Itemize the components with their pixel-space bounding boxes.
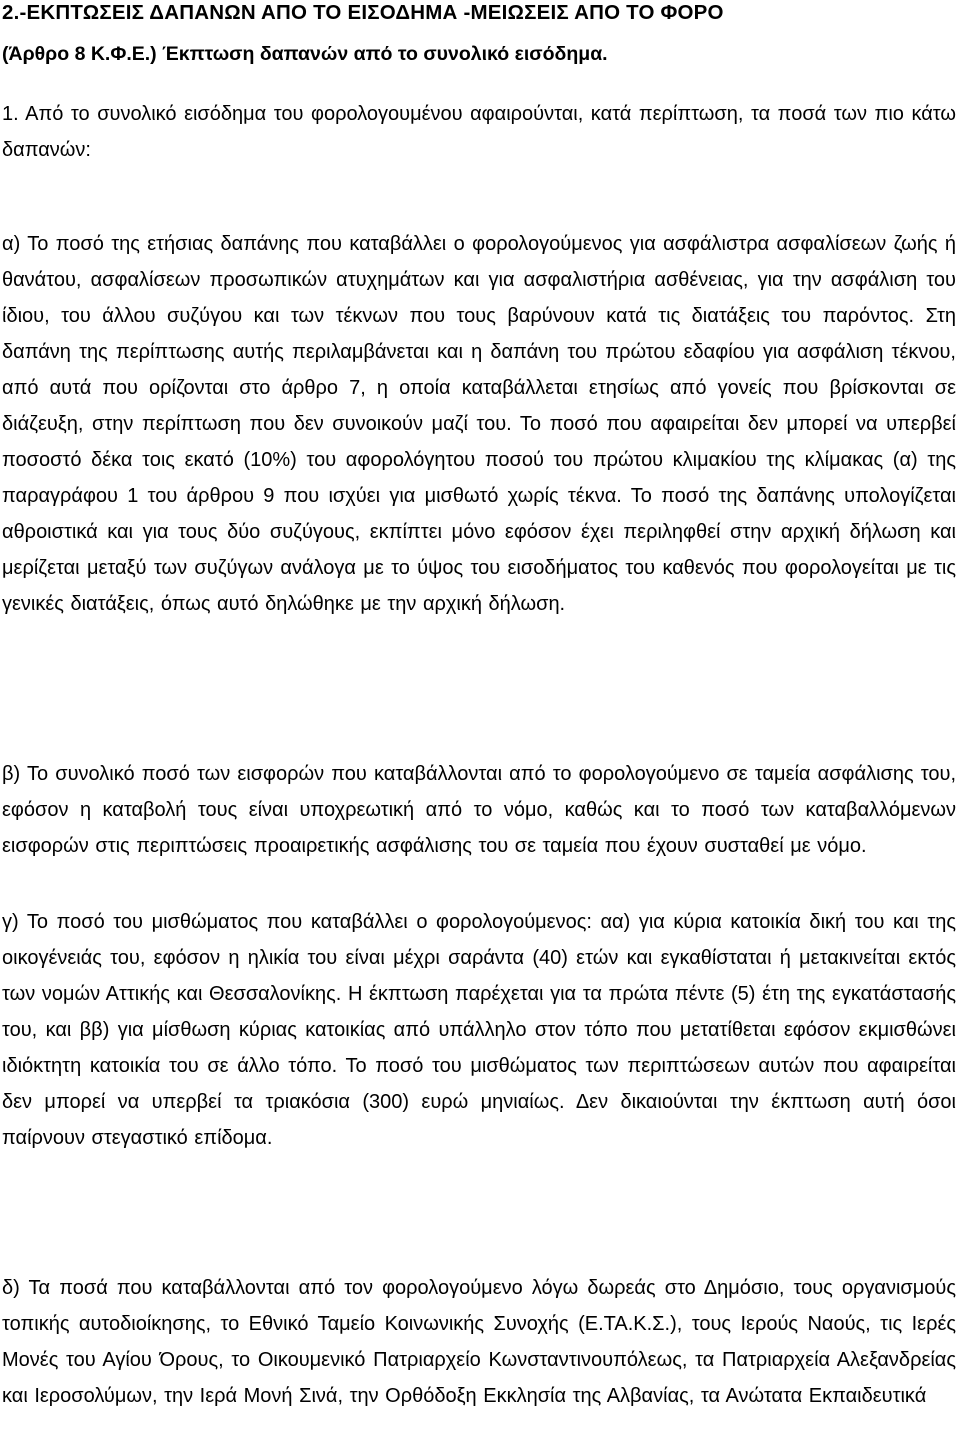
paragraph-gamma: γ) Το ποσό του μισθώματος που καταβάλλει ο φορολογούμενος: αα) για κύρια κατοικία δική του και της οικογένειάς του, εφόσον η ηλικία του είναι μέχρι σαράντα (40) ετών και εγκαθίσταται ή μετακινείται εκτός των νομών Αττικής και Θεσσαλονίκης. Η έκπτωση παρέχεται για τα πρώτα πέντε (5) έτη της εγκατάστασής του, και ββ) για μίσθωση κύριας κατοικίας από υπάλληλο στον τόπο που μετατίθεται εφόσον εκμισθώνει ιδιόκτητη κατοικία του σε άλλο τόπο. Το ποσό του μισθώματος των περιπτώσεων αυτών που αφαιρείται δεν μπορεί να υπερβεί τα τριακόσια (300) ευρώ μηνιαίως. Δεν δικαιούνται την έκπτωση αυτή όσοι παίρνουν στεγαστικό επίδομα.	[2, 911, 956, 1149]
paragraph-intro: 1. Από το συνολικό εισόδημα του φορολογουμένου αφαιρούνται, κατά περίπτωση, τα ποσά των πιο κάτω δαπανών:	[2, 103, 956, 161]
paragraph-delta: δ) Τα ποσά που καταβάλλονται από τον φορολογούμενο λόγω δωρεάς στο Δημόσιο, τους οργανισμούς τοπικής αυτοδιοίκησης, το Εθνικό Ταμείο Κοινωνικής Συνοχής (Ε.ΤΑ.Κ.Σ.), τους Ιερούς Ναούς, τις Ιερές Μονές του Αγίου Όρους, το Οικουμενικό Πατριαρχείο Κωνσταντινουπόλεως, τα Πατριαρχεία Αλεξανδρείας και Ιεροσολύμων, την Ιερά Μονή Σινά, την Ορθόδοξη Εκκλησία της Αλβανίας, τα Ανώτατα Εκπαιδευτικά	[2, 1277, 956, 1407]
article-subheading: (Άρθρο 8 Κ.Φ.Ε.) Έκπτωση δαπανών από το συνολικό εισόδημα.	[2, 43, 608, 65]
paragraph-alpha: α) Το ποσό της ετήσιας δαπάνης που καταβάλλει ο φορολογούμενος για ασφάλιστρα ασφαλίσεων ζωής ή θανάτου, ασφαλίσεων προσωπικών ατυχημάτων και για ασφαλιστήρια ασθένειας, για την ασφάλιση του ίδιου, του άλλου συζύγου και των τέκνων που τους βαρύνουν κατά τις διατάξεις του παρόντος. Στη δαπάνη της περίπτωσης αυτής περιλαμβάνεται και η δαπάνη του πρώτου εδαφίου για ασφάλιση τέκνου, από αυτά που ορίζονται στο άρθρο 7, η οποία καταβάλλεται ετησίως από γονείς που βρίσκονται σε διάζευξη, στην περίπτωση που δεν συνοικούν μαζί του. Το ποσό που αφαιρείται δεν μπορεί να υπερβεί ποσοστό δέκα τοις εκατό (10%) του αφορολόγητου ποσού του πρώτου κλιμακίου της κλίμακας (α) της παραγράφου 1 του άρθρου 9 που ισχύει για μισθωτό χωρίς τέκνα. Το ποσό της δαπάνης υπολογίζεται αθροιστικά και για τους δύο συζύγους, εκπίπτει μόνο εφόσον έχει περιληφθεί στην αρχική δήλωση και μερίζεται μεταξύ των συζύγων ανάλογα με το ύψος του εισοδήματος του καθενός που φορολογείται με τις γενικές διατάξεις, όπως αυτό δηλώθηκε με την αρχική δήλωση.	[2, 233, 956, 615]
section-heading: 2.-ΕΚΠΤΩΣΕΙΣ ΔΑΠΑΝΩΝ ΑΠΟ ΤΟ ΕΙΣΟΔΗΜΑ -ΜΕΙΩΣΕΙΣ ΑΠΟ ΤΟ ΦΟΡΟ	[2, 1, 724, 24]
document-page	[2, 0, 956, 1407]
paragraph-beta: β) Το συνολικό ποσό των εισφορών που καταβάλλονται από το φορολογούμενο σε ταμεία ασφάλισης του, εφόσον η καταβολή τους είναι υποχρεωτική από το νόμο, καθώς και το ποσό των καταβαλλόμενων εισφορών στις περιπτώσεις προαιρετικής ασφάλισης του σε ταμεία που έχουν συσταθεί με νόμο.	[2, 763, 956, 857]
